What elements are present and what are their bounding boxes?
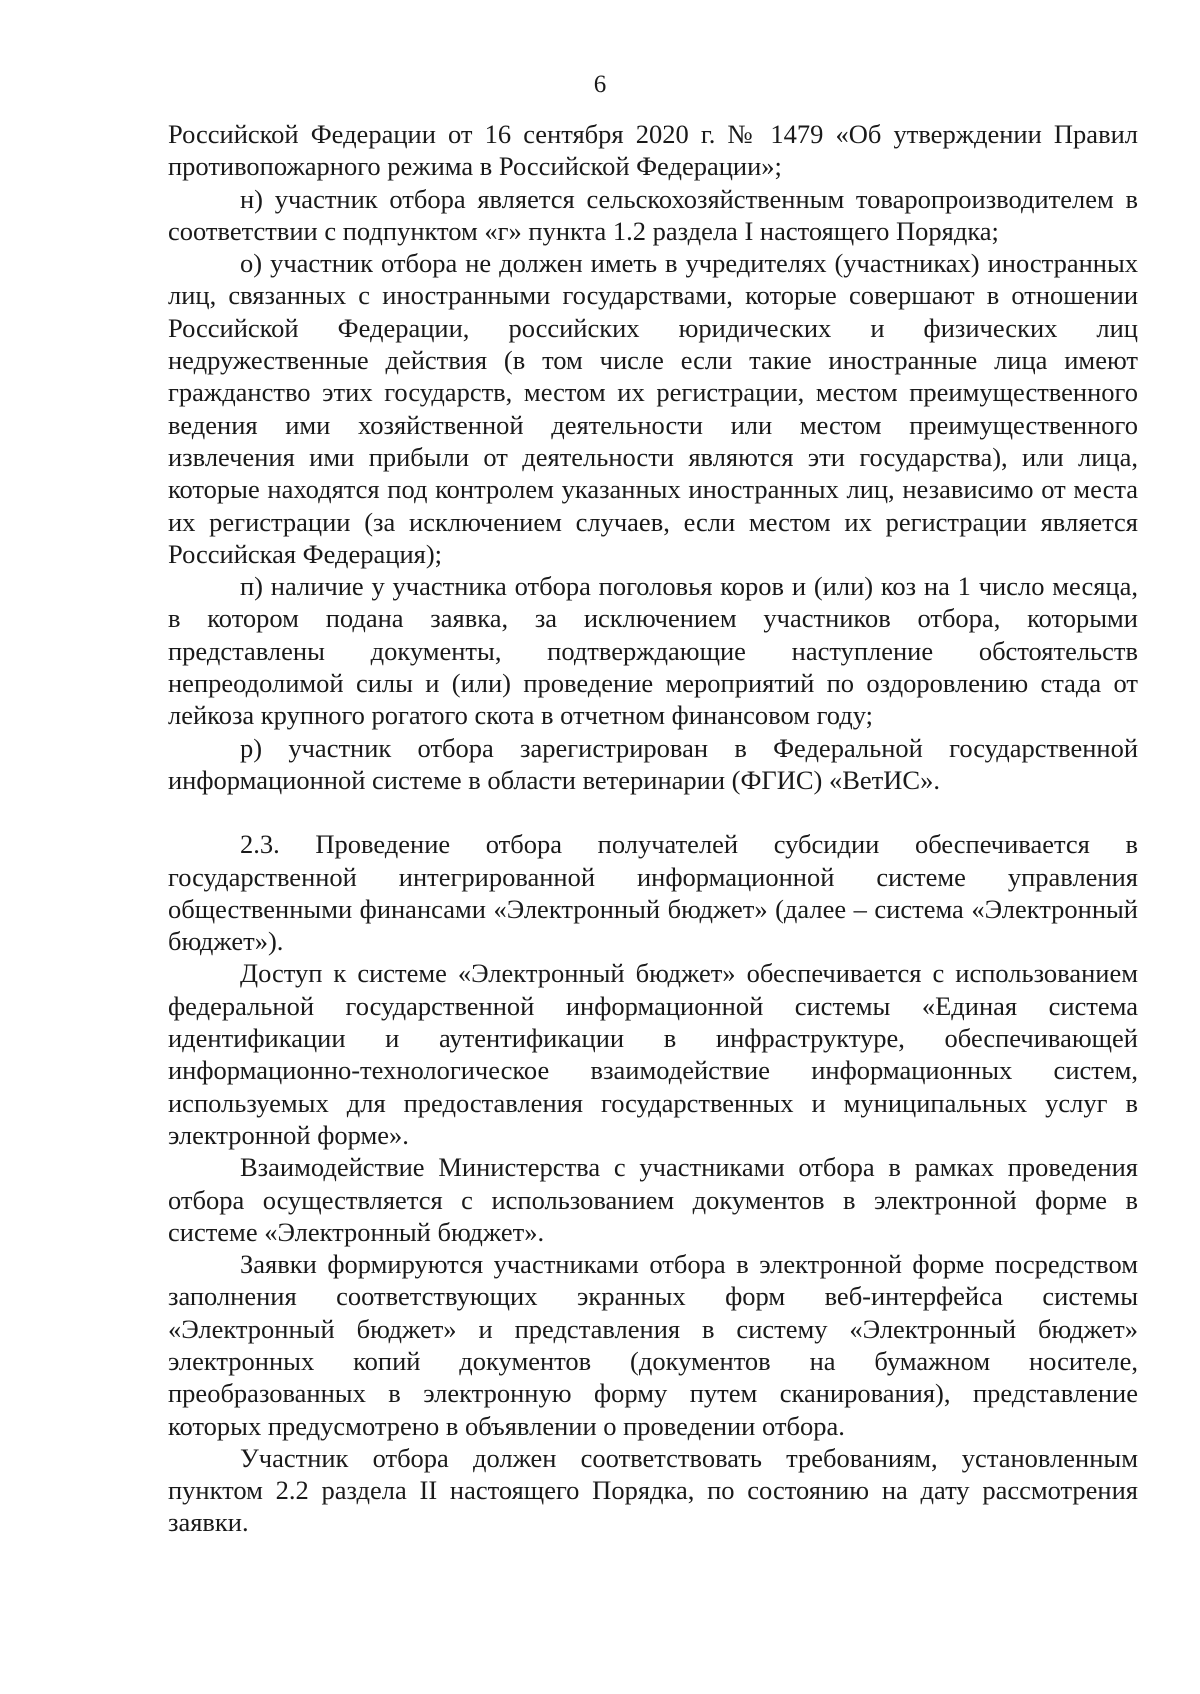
paragraph-applications: Заявки формируются участниками отбора в электронной форме посредством заполнения соответствующих экранных форм веб-интерфейса системы «Электронный бюджет» и представления в систему «Электронный бюджет» электронных копий документов (документов на бумажном носителе, преобразованных в электронную форму путем сканирования), представление которых предусмотрено в объявлении о проведении отбора. <box>168 1249 1138 1441</box>
paragraph-access: Доступ к системе «Электронный бюджет» обеспечивается с использованием федеральной государственной информационной системы «Единая система идентификации и аутентификации в инфраструктуре, обеспечивающей информационно-технологическое взаимодействие информационных систем, используемых для предоставления государственных и муниципальных услуг в электронной форме». <box>168 958 1138 1150</box>
paragraph-continuation: Российской Федерации от 16 сентября 2020 г. № 1479 «Об утверждении Правил противопожарного режима в Российской Федерации»; <box>168 119 1138 182</box>
section-spacer <box>168 796 1138 828</box>
paragraph-interaction: Взаимодействие Министерства с участниками отбора в рамках проведения отбора осуществляется с использованием документов в электронной форме в системе «Электронный бюджет». <box>168 1152 1138 1247</box>
paragraph-requirements: Участник отбора должен соответствовать требованиям, установленным пунктом 2.2 раздела II настоящего Порядка, по состоянию на дату рассмотрения заявки. <box>168 1442 1138 1538</box>
paragraph-item-r: р) участник отбора зарегистрирован в Федеральной государственной информационной системе в области ветеринарии (ФГИС) «ВетИС». <box>168 732 1138 795</box>
document-body <box>168 118 1138 1539</box>
paragraph-item-p: п) наличие у участника отбора поголовья коров и (или) коз на 1 число месяца, в котором подана заявка, за исключением участников отбора, которыми представлены документы, подтверждающие наступление обстоятельств непреодолимой силы и (или) проведение мероприятий по оздоровлению стада от лейкоза крупного рогатого скота в отчетном финансовом году; <box>168 571 1138 731</box>
paragraph-item-n: н) участник отбора является сельскохозяйственным товаропроизводителем в соответствии с подпунктом «г» пункта 1.2 раздела I настоящего Порядка; <box>168 183 1138 246</box>
page-number: 6 <box>593 71 607 98</box>
paragraph-item-o: о) участник отбора не должен иметь в учредителях (участниках) иностранных лиц, связанных с иностранными государствами, которые совершают в отношении Российской Федерации, российских юридических и физических лиц недружественные действия (в том числе если такие иностранные лица имеют гражданство этих государств, местом их регистрации, местом преимущественного ведения ими хозяйственной деятельности или местом преимущественного извлечения ими прибыли от деятельности являются эти государства), или лица, которые находятся под контролем указанных иностранных лиц, независимо от места их регистрации (за исключением случаев, если местом их регистрации является Российская Федерация); <box>168 248 1138 569</box>
paragraph-section-2-3: 2.3. Проведение отбора получателей субсидии обеспечивается в государственной интегрированной информационной системе управления общественными финансами «Электронный бюджет» (далее – система «Электронный бюджет»). <box>168 829 1138 957</box>
